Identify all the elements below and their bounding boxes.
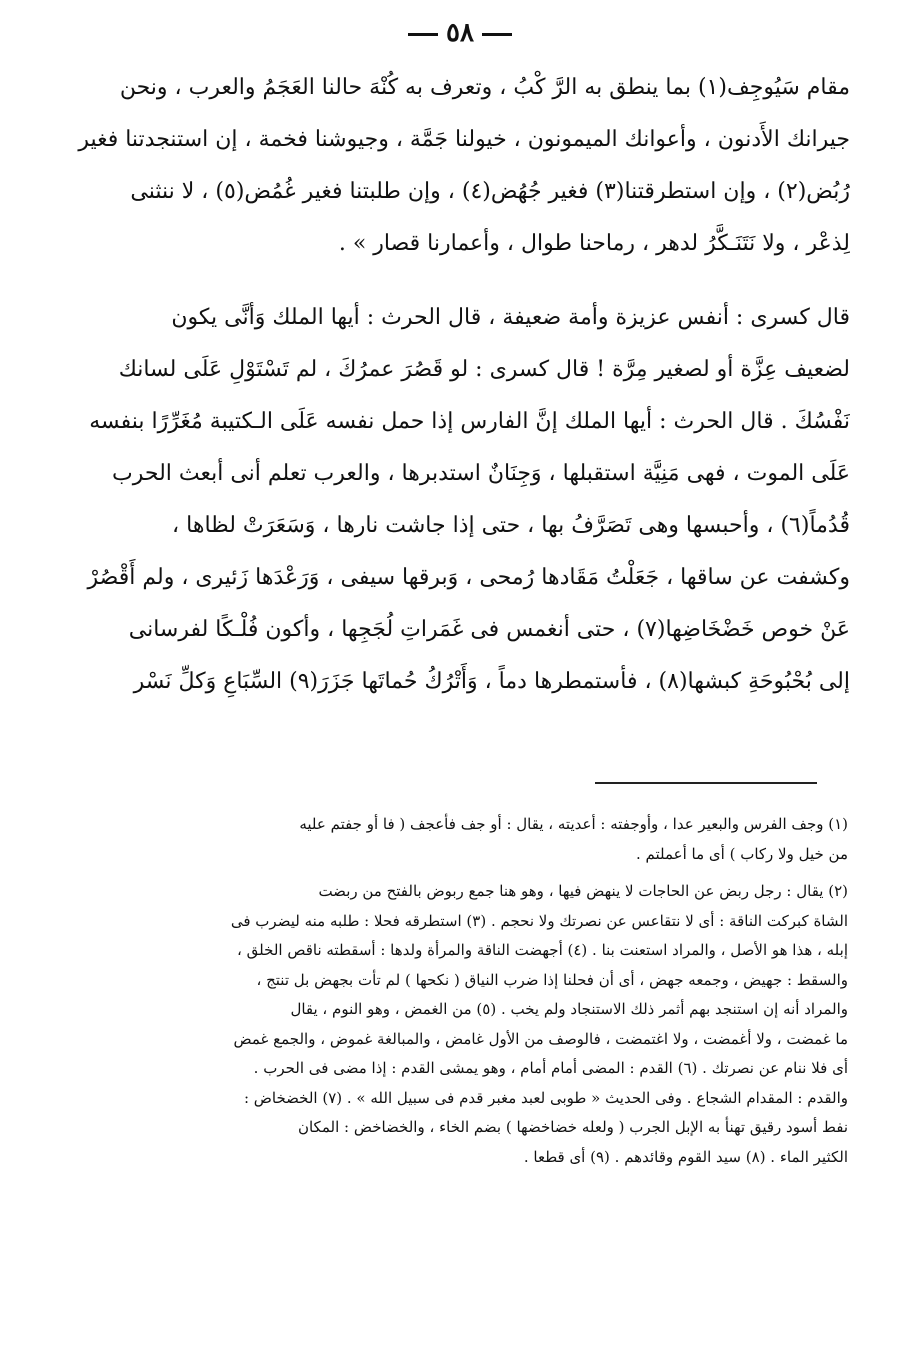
footnote-line: الشاة كبركت الناقة : أى لا نتقاعس عن نصرتك ولا نحجم . (٣) استطرقه فحلا : طلبه منه ليضرب فى (230, 911, 848, 930)
footnote-line: ما غمضت ، ولا أغمضت ، ولا اغتمضت ، فالوصف من الأول غامض ، والمبالغة غموض ، والجمع غمض (233, 1029, 848, 1048)
footnotes (78, 810, 848, 1172)
footnote-line: والسقط : جهيض ، وجمعه جهض ، أى أن فحلنا إذا ضرب النياق ( نكحها ) لم تأت بجهض بل تنتج ، (256, 970, 848, 989)
text-line: نَفْسُكَ . قال الحرث : أيها الملك إنَّ الفارس إذا حمل نفسه عَلَى الـكتيبة مُغَرِّرًا بنفسه (89, 409, 850, 434)
header-dash-right (482, 33, 512, 36)
text-line: مقام سَيُوجِف(١) بما ينطق به الرَّ كْبُ ، وتعرف به كُنْهَ حالنا العَجَمُ والعرب ، ونحن (119, 75, 850, 100)
footnote-separator (595, 782, 817, 784)
text-line: عَنْ خوص خَضْخَاضِها(٧) ، حتى أنغمس فى غَمَراتِ لُجَجِها ، وأكون فُلْـكًا لفرسانى (128, 617, 850, 642)
footnote-line: والقدم : المقدام الشجاع . وفى الحديث « طوبى لعبد مغبر قدم فى سبيل الله » . (٧) الخضخاض : (243, 1088, 848, 1107)
footnote-line: نفط أسود رقيق تهنأ به الإبل الجرب ( ولعله خضاخضها ) بضم الخاء ، والخضاخض : المكان (297, 1118, 848, 1136)
text-line: قُدُماً(٦) ، وأحبسها وهى تَصَرَّفُ بها ، حتى إذا جاشت نارها ، وَسَعَرَتْ لظاها ، (172, 513, 850, 538)
text-line: رُبُض(٢) ، وإن استطرقتنا(٣) فغير جُهُض(٤) ، وإن طلبتنا فغير غُمُض(٥) ، لا ننثنى (130, 179, 850, 204)
text-line: إلى بُحْبُوحَةِ كبشها(٨) ، فأستمطرها دماً ، وَأَتْرُكُ حُماتَها جَزَرَ(٩) السِّبَاعِ وَكلِّ نَسْر (133, 669, 850, 694)
page-number: ٥٨ (446, 18, 474, 48)
page-header (0, 18, 920, 48)
text-line: لِذعْر ، ولا نَتَنَـكَّرُ لدهر ، رماحنا طوال ، وأعمارنا قصار » . (338, 231, 850, 256)
footnote-line: أى فلا ننام عن نصرتك . (٦) القدم : المضى أمام أمام ، وهو يمشى القدم : إذا مضى فى الحرب . (253, 1059, 848, 1077)
footnote-line: والمراد أنه إن استنجد بهم أثمر ذلك الاستنجاد ولم يخب . (٥) من الغمض ، وهو النوم ، يقال (290, 1000, 848, 1018)
text-line: وكشفت عن ساقها ، جَعَلْتُ مَقَادها رُمحى ، وَبرقها سيفى ، وَرَعْدَها زَئيرى ، ولم أَقْصُرْ (87, 565, 850, 590)
text-line: جيرانك الأَدنون ، وأعوانك الميمونون ، خيولنا جَمَّة ، وجيوشنا فخمة ، إن استنجدتنا فغير (78, 127, 850, 152)
footnote-line: الكثير الماء . (٨) سيد القوم وقائدهم . (٩) أى قطعا . (523, 1147, 848, 1166)
footnote-line: (٢) يقال : رجل ربض عن الحاجات لا ينهض فيها ، وهو هنا جمع ربوض بالفتح من ربضت (318, 882, 848, 900)
main-text (70, 62, 850, 708)
footnote-line: إبله ، هذا هو الأصل ، والمراد استعنت بنا . (٤) أجهضت الناقة والمرأة ولدها : أسقطته ناقص الخلق ، (237, 941, 848, 959)
header-dash-left (408, 33, 438, 36)
footnote-line: من خيل ولا ركاب ) أى ما أعملتم . (635, 844, 848, 863)
footnote-line: (١) وجف الفرس والبعير عدا ، وأوجفته : أعديته ، يقال : أو جف فأعجف ( فا أو جفتم عليه (299, 815, 848, 833)
text-line: لضعيف عِزَّة أو لصغير مِرَّة ! قال كسرى : لو قَصُرَ عمرُكَ ، لم تَسْتَوْلِ عَلَى لسانك (118, 357, 850, 382)
text-line: قال كسرى : أنفس عزيزة وأمة ضعيفة ، قال الحرث : أيها الملك وَأنَّى يكون (171, 305, 850, 330)
text-line: عَلَى الموت ، فهى مَنِيَّة استقبلها ، وَجِنَانٌ استدبرها ، والعرب تعلم أنى أبعث الحرب (112, 461, 850, 486)
